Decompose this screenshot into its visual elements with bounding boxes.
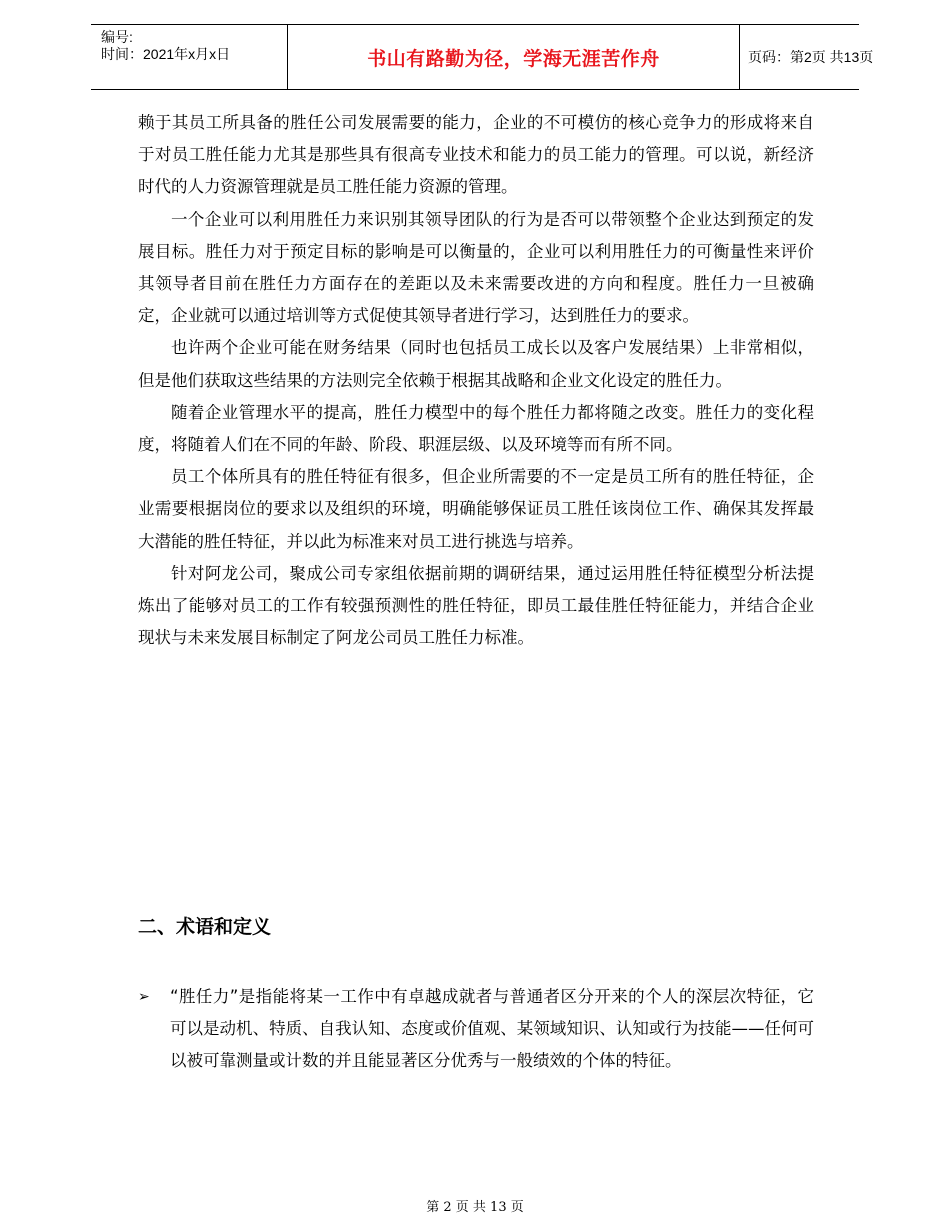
header-page-label: 页码：第2页 共13页 (748, 49, 874, 65)
bullet-list-item (138, 981, 814, 1078)
paragraph: 赖于其员工所具备的胜任公司发展需要的能力，企业的不可模仿的核心竞争力的形成将来自于对员工胜任能力尤其是那些具有很高专业技术和能力的员工能力的管理。可以说，新经济时代的人力资源管理就是员工胜任能力资源的管理。 (138, 113, 814, 197)
bullet-arrow-icon: ➢ (138, 989, 150, 1005)
paragraph: 也许两个企业可能在财务结果（同时也包括员工成长以及客户发展结果）上非常相似，但是他们获取这些结果的方法则完全依赖于根据其战略和企业文化设定的胜任力。 (138, 338, 814, 390)
paragraph: 随着企业管理水平的提高，胜任力模型中的每个胜任力都将随之改变。胜任力的变化程度，将随着人们在不同的年龄、阶段、职涯层级、以及环境等而有所不同。 (138, 402, 814, 455)
body-content (138, 107, 814, 654)
page-footer: 第 2 页 共 13 页 (426, 1200, 524, 1215)
paragraph: 员工个体所具有的胜任特征有很多，但企业所需要的不一定是员工所有的胜任特征，企业需要根据岗位的要求以及组织的环境，明确能够保证员工胜任该岗位工作、确保其发挥最大潜能的胜任特征，并以此为标准来对员工进行挑选与培养。 (138, 467, 814, 551)
paragraph: 一个企业可以利用胜任力来识别其领导团队的行为是否可以带领整个企业达到预定的发展目标。胜任力对于预定目标的影响是可以衡量的，企业可以利用胜任力的可衡量性来评价其领导者目前在胜任力方面存在的差距以及未来需要改进的方向和程度。胜任力一旦被确定，企业就可以通过培训等方式促使其领导者进行学习，达到胜任力的要求。 (138, 209, 814, 326)
paragraph: 针对阿龙公司，聚成公司专家组依据前期的调研结果，通过运用胜任特征模型分析法提炼出了能够对员工的工作有较强预测性的胜任特征，即员工最佳胜任特征能力，并结合企业现状与未来发展目标制定了阿龙公司员工胜任力标准。 (138, 563, 814, 648)
page-header (91, 24, 874, 90)
document-number-label: 编号: (101, 29, 133, 45)
header-center-cell (287, 25, 740, 89)
header-right-cell (740, 25, 874, 89)
section-heading: 二、术语和定义 (138, 916, 272, 938)
bullet-text: “胜任力”是指能将某一工作中有卓越成就者与普通者区分开来的个人的深层次特征，它可以是动机、特质、自我认知、态度或价值观、某领域知识、认知或行为技能——任何可以被可靠测量或计数的并且能显著区分优秀与一般绩效的个体的特征。 (170, 987, 814, 1071)
document-time-label: 时间：2021年x月x日 (101, 46, 231, 62)
header-motto: 书山有路勤为径，学海无涯苦作舟 (367, 47, 660, 70)
header-left-cell (91, 25, 287, 89)
